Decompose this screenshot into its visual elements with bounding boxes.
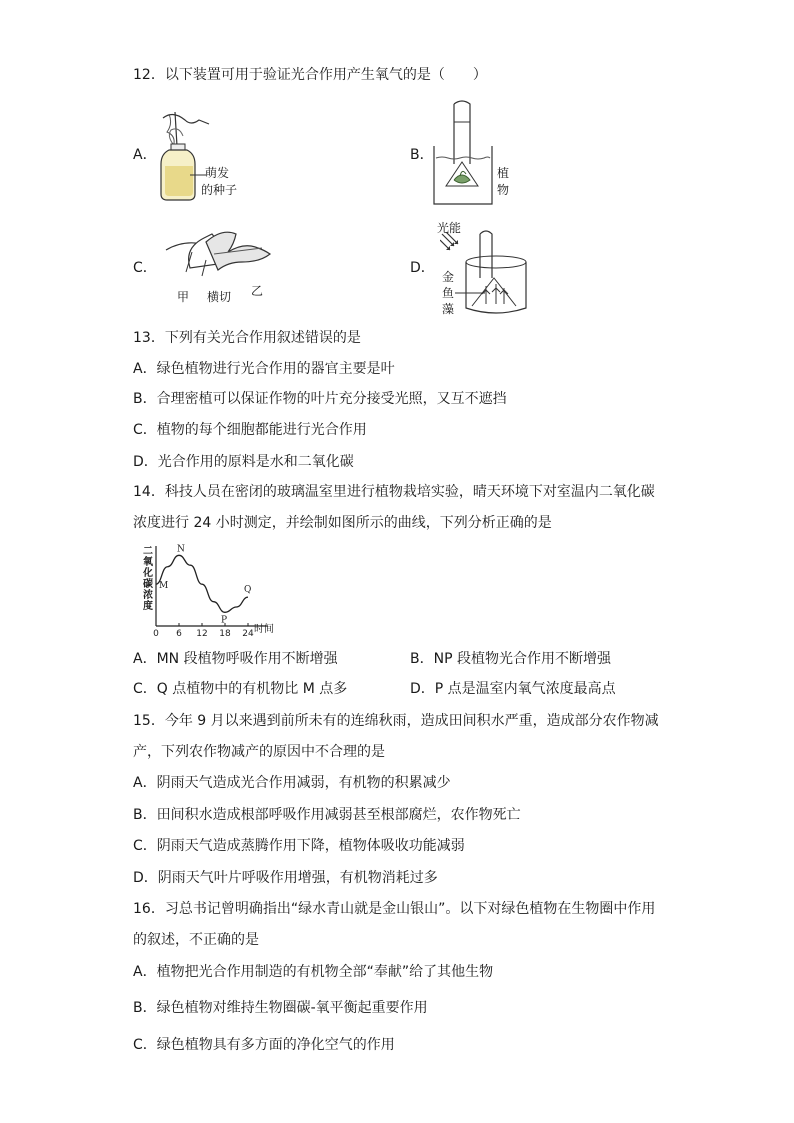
co2-chart (140, 544, 280, 636)
q16-option-a: A．植物把光合作用制造的有机物全部“奉献”给了其他生物 (133, 964, 494, 980)
q12-b-label-2: 物 (497, 183, 510, 197)
q14-option-c: C．Q 点植物中的有机物比 M 点多 (133, 681, 348, 697)
q14-option-d: D．P 点是温室内氧气浓度最高点 (410, 681, 616, 697)
q12-figure-c-leaf (162, 228, 277, 290)
q15-option-b: B．田间积水造成根部呼吸作用减弱甚至根部腐烂，农作物死亡 (133, 807, 521, 823)
q12-figure-d-pondweed (460, 228, 530, 318)
q12-option-c-letter: C． (133, 260, 157, 276)
q13-stem: 13．下列有关光合作用叙述错误的是 (133, 330, 361, 346)
q12-option-b-letter: B． (410, 147, 434, 163)
q15-option-d: D．阴雨天气叶片呼吸作用增强，有机物消耗过多 (133, 870, 438, 886)
q14-stem-line1: 14．科技人员在密闭的玻璃温室里进行植物栽培实验，晴天环境下对室温内二氧化碳 (133, 484, 655, 500)
chart-y-axis-label: 二氧化碳浓度 (143, 546, 153, 612)
q12-figure-b-water-plant (432, 100, 494, 208)
q12-stem: 12．以下装置可用于验证光合作用产生氧气的是（ ） (133, 67, 487, 83)
q13-option-a: A．绿色植物进行光合作用的器官主要是叶 (133, 361, 395, 377)
q16-option-b: B．绿色植物对维持生物圈碳-氧平衡起重要作用 (133, 1000, 428, 1016)
chart-plot (140, 544, 280, 636)
q12-d-label-jin: 金 (442, 270, 455, 284)
q12-d-label-light: 光能 (437, 221, 462, 235)
q15-option-c: C．阴雨天气造成蒸腾作用下降，植物体吸收功能减弱 (133, 838, 465, 854)
q12-a-pointer-line (190, 172, 206, 178)
q12-option-d-letter: D． (410, 260, 435, 276)
q12-d-label-yu: 鱼 (442, 286, 455, 300)
q12-c-label-jia: 甲 (177, 290, 190, 304)
q12-d-label-zao: 藻 (442, 302, 455, 316)
chart-x-axis-label: 时间 (254, 624, 274, 635)
q12-d-light-arrows-icon (440, 232, 460, 254)
q12-d-pointer-line (455, 291, 485, 295)
q16-stem-line2: 的叙述，不正确的是 (133, 932, 259, 948)
q13-option-b: B．合理密植可以保证作物的叶片充分接受光照，又互不遮挡 (133, 391, 507, 407)
chart-point-label: Q (244, 585, 252, 596)
q12-a-label-1: 萌发 (205, 166, 230, 180)
chart-x-tick-label: 12 (196, 629, 208, 636)
chart-point-label: P (221, 615, 228, 626)
q14-option-a: A．MN 段植物呼吸作用不断增强 (133, 651, 338, 667)
q12-c-label-cut: 横切 (207, 290, 232, 304)
q13-option-d: D．光合作用的原料是水和二氧化碳 (133, 454, 354, 470)
chart-x-tick-label: 0 (153, 629, 159, 636)
q16-option-c: C．绿色植物具有多方面的净化空气的作用 (133, 1037, 395, 1053)
q14-stem-line2: 浓度进行 24 小时测定，并绘制如图所示的曲线，下列分析正确的是 (133, 515, 552, 531)
chart-series-line (156, 555, 248, 612)
q15-option-a: A．阴雨天气造成光合作用减弱，有机物的积累减少 (133, 775, 451, 791)
chart-x-tick-label: 24 (242, 629, 254, 636)
q13-option-c: C．植物的每个细胞都能进行光合作用 (133, 422, 367, 438)
q15-stem-line2: 产，下列农作物减产的原因中不合理的是 (133, 744, 385, 760)
q14-option-b: B．NP 段植物光合作用不断增强 (410, 651, 611, 667)
q12-option-a-letter: A． (133, 147, 157, 163)
q12-c-label-yi: 乙 (251, 284, 264, 298)
q15-stem-line1: 15．今年 9 月以来遇到前所未有的连绵秋雨，造成田间积水严重，造成部分农作物减 (133, 713, 659, 729)
q16-stem-line1: 16．习总书记曾明确指出“绿水青山就是金山银山”。以下对绿色植物在生物圈中作用 (133, 901, 656, 917)
chart-point-label: N (177, 544, 185, 555)
chart-point-label: M (159, 581, 169, 592)
q12-b-label-1: 植 (497, 166, 510, 180)
chart-x-tick-label: 18 (219, 629, 231, 636)
chart-x-tick-label: 6 (176, 629, 182, 636)
q12-a-label-2: 的种子 (201, 183, 238, 197)
